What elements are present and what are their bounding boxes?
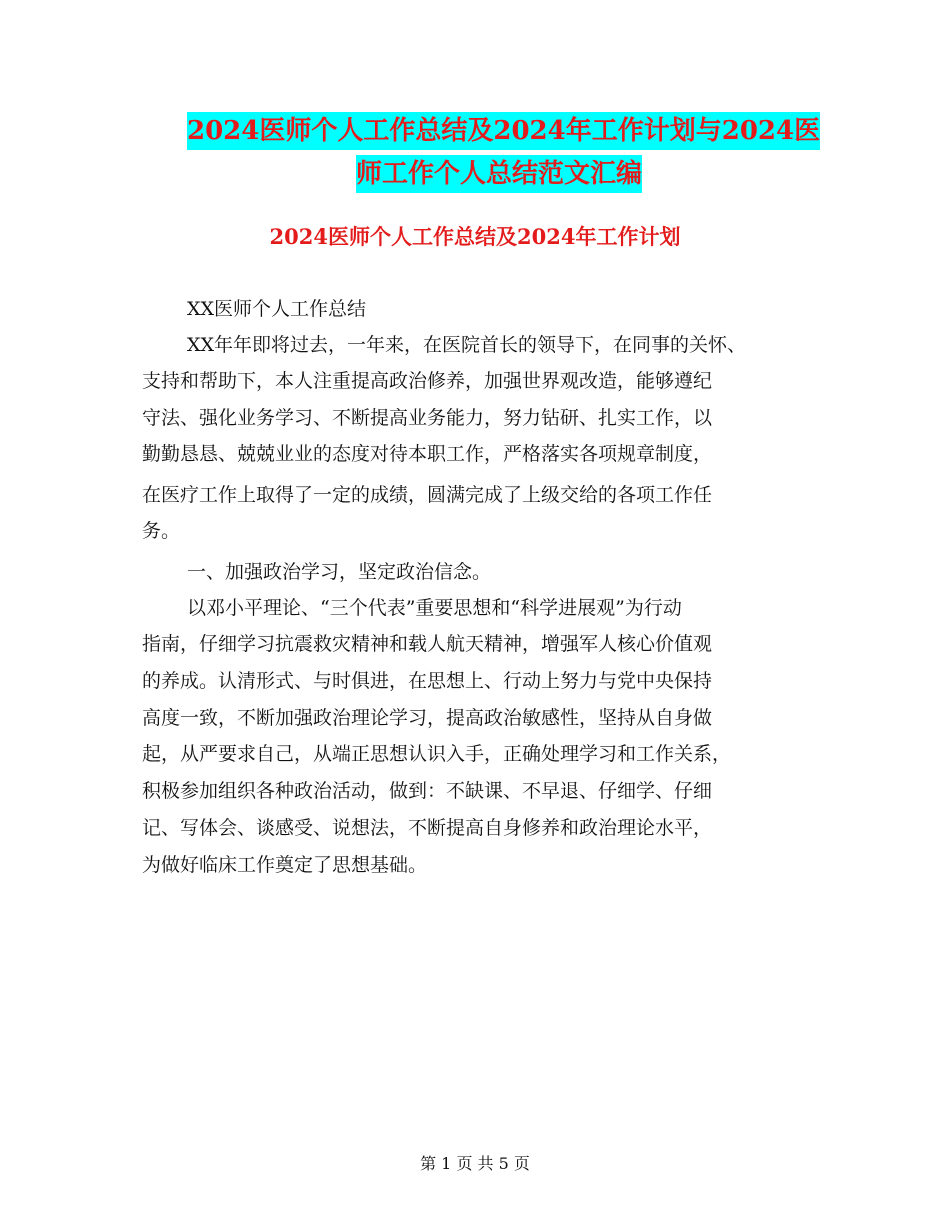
document-title-line-2: 师工作个人总结范文汇编 [356, 155, 642, 193]
paragraph-line: 高度一致，不断加强政治理论学习，提高政治敏感性，坚持从自身做 [142, 707, 713, 729]
section-heading: 一、加强政治学习，坚定政治信念。 [187, 561, 492, 583]
paragraph-line: 起，从严要求自己，从端正思想认识入手，正确处理学习和工作关系， [142, 743, 732, 765]
paragraph-line: 指南，仔细学习抗震救灾精神和载人航天精神，增强军人核心价值观 [142, 633, 713, 655]
page-footer: 第 1 页 共 5 页 [420, 1154, 530, 1173]
document-subtitle: 2024医师个人工作总结及2024年工作计划 [269, 224, 681, 249]
section-heading: XX医师个人工作总结 [187, 298, 367, 320]
paragraph-line: 支持和帮助下，本人注重提高政治修养，加强世界观改造，能够遵纪 [142, 370, 713, 392]
paragraph-line: 记、写体会、谈感受、说想法，不断提高自身修养和政治理论水平， [142, 817, 713, 839]
document-title-line-1: 2024医师个人工作总结及2024年工作计划与2024医 [187, 112, 820, 150]
paragraph-line: 为做好临床工作奠定了思想基础。 [142, 854, 428, 876]
paragraph-line: 勤勤恳恳、兢兢业业的态度对待本职工作，严格落实各项规章制度， [142, 443, 713, 465]
paragraph-line: 积极参加组织各种政治活动，做到：不缺课、不早退、仔细学、仔细 [142, 780, 713, 802]
paragraph-line: 以邓小平理论、“三个代表”重要思想和“科学进展观”为行动 [187, 597, 682, 619]
paragraph-line: XX年年即将过去，一年来，在医院首长的领导下，在同事的关怀、 [187, 334, 747, 356]
paragraph-line: 在医疗工作上取得了一定的成绩，圆满完成了上级交给的各项工作任 [142, 484, 713, 506]
paragraph-line: 务。 [142, 520, 181, 542]
paragraph-line: 守法、强化业务学习、不断提高业务能力，努力钻研、扎实工作，以 [142, 407, 713, 429]
paragraph-line: 的养成。认清形式、与时俱进，在思想上、行动上努力与党中央保持 [142, 670, 713, 692]
